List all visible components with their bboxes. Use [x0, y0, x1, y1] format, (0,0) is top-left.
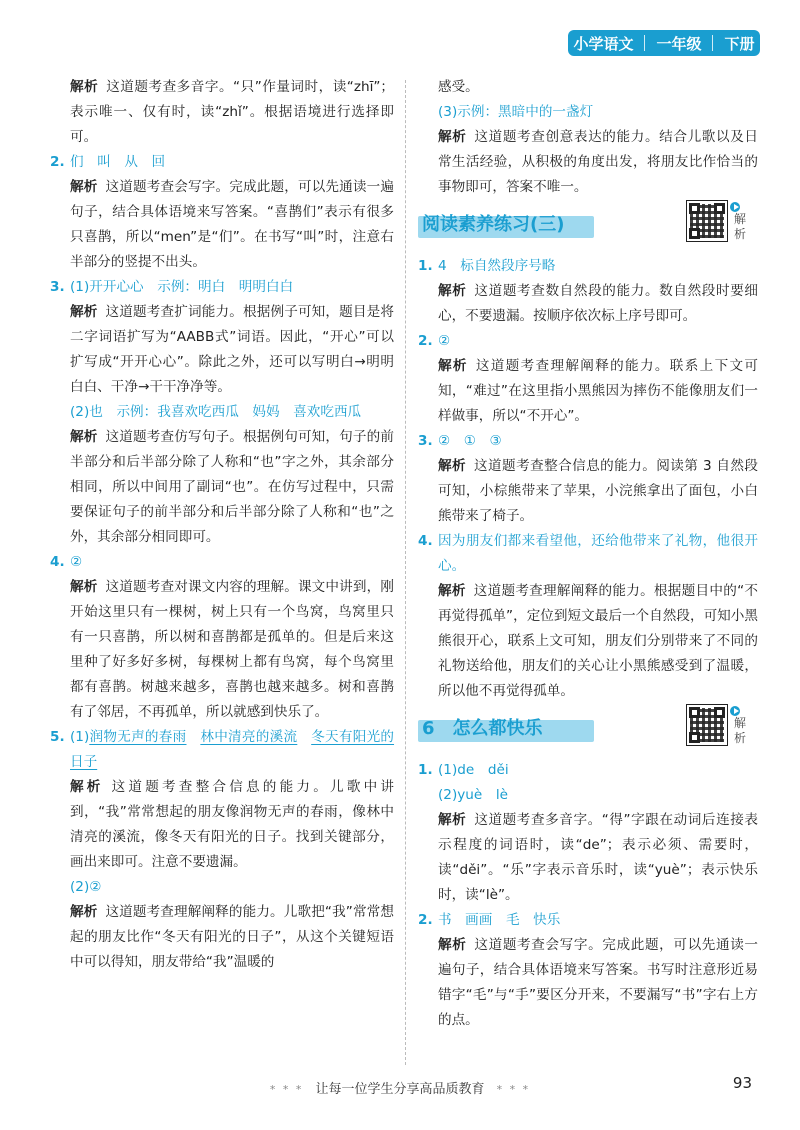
- analysis-text: 这道题考查会写字。完成此题，可以先通读一遍句子，结合具体语境来写答案。书写时注意形近易错字“毛”与“手”要区分开来，不要漏写“书”字右上方的点。: [438, 937, 759, 1028]
- analysis-block: [50, 775, 394, 875]
- question-number: 2.: [50, 154, 65, 170]
- analysis-block: [418, 125, 758, 200]
- analysis-block: [50, 900, 394, 975]
- qr-label: 解析: [734, 716, 747, 745]
- header-tag: [568, 30, 760, 56]
- column-divider: [405, 80, 406, 1065]
- answer-item: [50, 150, 394, 175]
- qr-code-icon[interactable]: [686, 704, 728, 746]
- answer-item: [50, 875, 394, 900]
- right-column: [418, 75, 758, 1033]
- lesson-title: [422, 714, 543, 740]
- analysis-label: 解析: [438, 458, 467, 474]
- question-number: 1.: [418, 762, 433, 778]
- footer-stars: * * *: [496, 1083, 531, 1096]
- header-volume: 下册: [724, 34, 755, 53]
- analysis-block: [418, 279, 758, 329]
- answer-text: (3)示例：黑暗中的一盏灯: [438, 104, 594, 120]
- question-number: 5.: [50, 729, 65, 745]
- question-number: 1.: [418, 258, 433, 274]
- answer-underlined: 冬天有阳光的日子: [70, 729, 395, 770]
- answer-item: [418, 100, 758, 125]
- section-heading: [418, 710, 758, 754]
- analysis-block: [418, 933, 758, 1033]
- header-subject: 小学语文: [573, 34, 634, 53]
- answer-text: ②: [70, 554, 83, 570]
- analysis-label: 解析: [438, 283, 467, 299]
- footer: [0, 1078, 800, 1097]
- answer-item: [418, 908, 758, 933]
- analysis-block: [418, 808, 758, 908]
- analysis-text: 这道题考查扩词能力。根据例子可知，题目是将二字词语扩写为“AABB式”词语。因此，“开心”可以扩写成“开开心心”。除此之外，还可以写明白→明明白白、干净→干干净净等。: [70, 304, 395, 395]
- header-grade: 一年级: [656, 34, 702, 53]
- question-number: 3.: [50, 279, 65, 295]
- answer-item: [418, 758, 758, 783]
- header-separator: [712, 35, 713, 51]
- section-title: 阅读素养练习(三): [422, 214, 565, 235]
- analysis-text: 这道题考查理解阐释的能力。根据题目中的“不再觉得孤单”，定位到短文最后一个自然段，可知小黑熊很开心，联系上文可知，朋友们分别带来了不同的礼物送给他，朋友们的关心让小黑熊感受到了温暖，所以他不再觉得孤单。: [438, 583, 759, 699]
- analysis-label: 解析: [438, 583, 466, 599]
- analysis-text: 这道题考查创意表达的能力。结合儿歌以及日常生活经验，从积极的角度出发，将朋友比作恰当的事物即可，答案不唯一。: [438, 129, 759, 195]
- footer-stars: * * *: [269, 1083, 304, 1096]
- analysis-block: [50, 175, 394, 275]
- question-number: 2.: [418, 912, 433, 928]
- answer-text: ② ① ③: [438, 433, 502, 449]
- analysis-label: 解析: [438, 129, 467, 145]
- analysis-text: 感受。: [438, 79, 479, 95]
- answer-item: [50, 400, 394, 425]
- analysis-continued: [418, 75, 758, 100]
- lesson-name: 怎么都快乐: [452, 718, 543, 739]
- footer-slogan: 让每一位学生分享高品质教育: [315, 1082, 485, 1097]
- lesson-number: 6: [422, 718, 435, 739]
- play-icon[interactable]: [730, 202, 740, 212]
- analysis-label: 解析: [70, 79, 99, 95]
- analysis-label: 解析: [70, 429, 98, 445]
- question-number: 4.: [418, 533, 433, 549]
- answer-item: [418, 783, 758, 808]
- analysis-text: 这道题考查整合信息的能力。阅读第 3 自然段可知，小棕熊带来了苹果，小浣熊拿出了面包，小白熊带来了椅子。: [438, 458, 758, 524]
- answer-item: [418, 254, 758, 279]
- answer-underlined: 林中清亮的溪流: [200, 729, 298, 745]
- analysis-text: 这道题考查数自然段的能力。数自然段时要细心，不要遗漏。按顺序依次标上序号即可。: [438, 283, 759, 324]
- answer-text: 书 画画 毛 快乐: [438, 912, 561, 928]
- analysis-label: 解析: [438, 358, 468, 374]
- analysis-label: 解析: [70, 304, 98, 320]
- answer-underlined: 润物无声的春雨: [89, 729, 187, 745]
- analysis-label: 解析: [438, 812, 467, 828]
- answer-item: [418, 529, 758, 579]
- analysis-label: 解析: [70, 779, 104, 795]
- section-heading: [418, 206, 758, 250]
- answer-item: [418, 429, 758, 454]
- answer-text: (2)也 示例：我喜欢吃西瓜 妈妈 喜欢吃西瓜: [70, 404, 362, 420]
- answer-text: (2)②: [70, 879, 102, 895]
- analysis-label: 解析: [70, 579, 98, 595]
- analysis-text: 这道题考查对课文内容的理解。课文中讲到，刚开始这里只有一棵树，树上只有一个鸟窝，鸟窝里只有一只喜鹊，所以树和喜鹊都是孤单的。但是后来这里种了好多好多树，每棵树上都有鸟窝，每个鸟窝里都有喜鹊。树越来越多，喜鹊也越来越多。树和喜鹊有了邻居，不再孤单，所以就感到快乐了。: [70, 579, 395, 720]
- page-number: 93: [732, 1074, 752, 1092]
- analysis-label: 解析: [70, 179, 98, 195]
- answer-text: (2)yuè lè: [438, 787, 509, 803]
- question-number: 2.: [418, 333, 433, 349]
- play-icon[interactable]: [730, 706, 740, 716]
- analysis-block: [418, 454, 758, 529]
- analysis-text: 这道题考查理解阐释的能力。儿歌把“我”常常想起的朋友比作“冬天有阳光的日子”，从这个关键短语中可以得知，朋友带给“我”温暖的: [70, 904, 394, 970]
- analysis-block: [50, 75, 394, 150]
- qr-label: 解析: [734, 212, 747, 241]
- answer-item: [50, 725, 394, 775]
- header-separator: [644, 35, 645, 51]
- analysis-text: 这道题考查理解阐释的能力。联系上下文可知，“难过”在这里指小黑熊因为摔伤不能像朋友们一样做事，所以“不开心”。: [438, 358, 759, 424]
- answer-item: [418, 329, 758, 354]
- analysis-block: [50, 575, 394, 725]
- left-column: [50, 75, 394, 975]
- answer-item: [50, 550, 394, 575]
- answer-text: (1)开开心心 示例：明白 明明白白: [70, 279, 294, 295]
- analysis-text: 这道题考查整合信息的能力。儿歌中讲到，“我”常常想起的朋友像润物无声的春雨，像林中清亮的溪流，像冬天有阳光的日子。找到关键部分，画出来即可。注意不要遗漏。: [70, 779, 395, 870]
- analysis-label: 解析: [438, 937, 467, 953]
- analysis-text: 这道题考查仿写句子。根据例句可知，句子的前半部分和后半部分除了人称和“也”字之外，其余部分相同，所以中间用了副词“也”。在仿写过程中，只需要保证句子的前半部分和后半部分除了人称和“也”之外，其余部分相同即可。: [70, 429, 395, 545]
- analysis-block: [418, 354, 758, 429]
- analysis-label: 解析: [70, 904, 98, 920]
- question-number: 4.: [50, 554, 65, 570]
- answer-text: 因为朋友们都来看望他，还给他带来了礼物，他很开心。: [438, 533, 758, 574]
- answer-text: 们 叫 从 回: [70, 154, 166, 170]
- analysis-text: 这道题考查会写字。完成此题，可以先通读一遍句子，结合具体语境来写答案。“喜鹊们”表示有很多只喜鹊，所以“men”是“们”。在书写“叫”时，注意右半部分的竖提不出头。: [70, 179, 395, 270]
- analysis-block: [418, 579, 758, 704]
- analysis-text: 这道题考查多音字。“只”作量词时，读“zhī”；表示唯一、仅有时，读“zhǐ”。根据语境进行选择即可。: [70, 79, 395, 145]
- answer-part-label: (1): [70, 729, 90, 745]
- analysis-block: [50, 425, 394, 550]
- analysis-text: 这道题考查多音字。“得”字跟在动词后连接表示程度的词语时，读“de”；表示必须、需要时，读“děi”。“乐”字表示音乐时，读“yuè”；表示快乐时，读“lè”。: [438, 812, 758, 903]
- answer-item: [50, 275, 394, 300]
- answer-text: ②: [438, 333, 451, 349]
- analysis-block: [50, 300, 394, 400]
- question-number: 3.: [418, 433, 433, 449]
- answer-text: (1)de děi: [438, 762, 509, 778]
- answer-text: 4 标自然段序号略: [438, 258, 556, 274]
- qr-code-icon[interactable]: [686, 200, 728, 242]
